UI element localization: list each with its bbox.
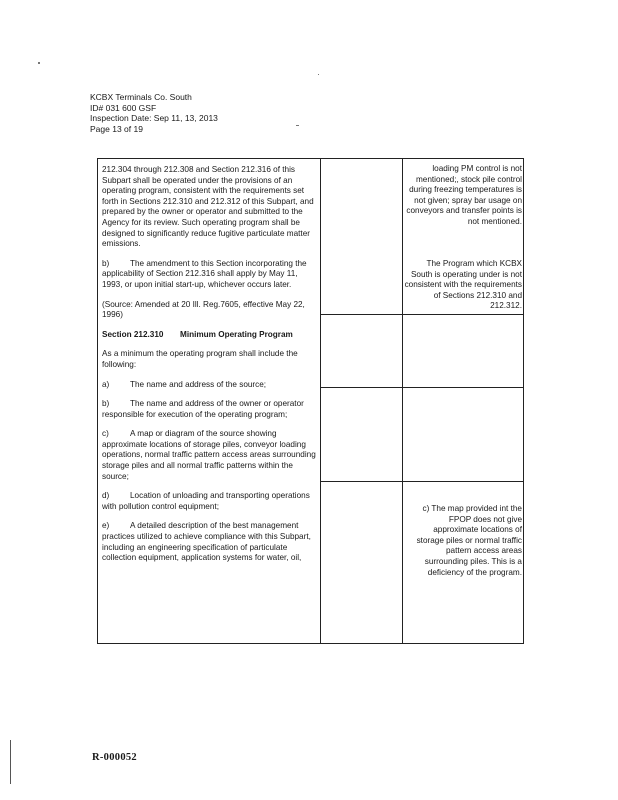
- item-label: d): [102, 491, 110, 501]
- item-text: The amendment to this Section incorporating the applicability of Section 212.316 shall apply by May 11, 1993, or upon initial start-up, whichever occurs later.: [102, 258, 307, 289]
- facility-id: ID# 031 600 GSF: [90, 102, 157, 113]
- inspection-date: Inspection Date: Sep 11, 13, 2013: [90, 113, 218, 123]
- item-label: b): [102, 258, 110, 268]
- facility-name: KCBX Terminals Co. South: [90, 92, 192, 102]
- regulation-paragraph: 212.304 through 212.308 and Section 212.316 of this Subpart shall be operated under the provisions of an operating program, consistent with the requirements set forth in Sections 212.310 and 212.312 of this Subpart, and prepared by the owner or operator and submitted to the Agency for its review. Such operating program shall be designed to significantly reduce fugitive particulate matter emissions.: [102, 165, 314, 249]
- requirement-item-a: [102, 380, 318, 391]
- item-text: The name and address of the source;: [130, 379, 267, 389]
- finding-note-2: [404, 259, 522, 312]
- requirement-item-e: [102, 521, 318, 563]
- scan-speck: [38, 62, 40, 64]
- requirement-item-c: [102, 429, 318, 482]
- finding-note-3: [404, 504, 522, 578]
- page-number: Page 13 of 19: [90, 123, 143, 134]
- item-text: Location of unloading and transporting operations with pollution control equipment;: [102, 491, 310, 511]
- scan-margin-mark: [10, 740, 11, 784]
- item-label: b): [102, 399, 110, 409]
- finding-note-1: [404, 164, 522, 228]
- finding-text: loading PM control is not mentioned;, stock pile control during freezing temperatures is not given; spray bar usage on conveyors and transfer points is not mentioned.: [406, 164, 522, 226]
- row-divider-1: [320, 314, 524, 315]
- section-title: Minimum Operating Program: [180, 329, 293, 339]
- item-text: The name and address of the owner or operator responsible for execution of the operating program;: [102, 399, 304, 419]
- item-text: A detailed description of the best management practices utilized to achieve compliance with this Subpart, including an engineering specification of particulate collection equipment, application systems for water, oil,: [102, 521, 311, 563]
- row-divider-2: [320, 387, 524, 388]
- item-text: A map or diagram of the source showing approximate locations of storage piles, conveyor loading operations, normal traffic pattern access areas surrounding storage piles and all normal traffic patterns within the source;: [102, 429, 316, 481]
- source-citation: (Source: Amended at 20 Ill. Reg.7605, effective May 22, 1996): [102, 299, 305, 320]
- bates-number: R-000052: [92, 752, 137, 763]
- section-number: Section 212.310: [102, 329, 164, 339]
- regulation-item-b: [102, 259, 318, 291]
- column-divider-1: [320, 159, 321, 643]
- document-header: [90, 92, 218, 134]
- requirement-item-b: [102, 399, 318, 420]
- requirement-item-d: [102, 491, 318, 512]
- item-label: e): [102, 521, 110, 531]
- item-label: a): [102, 379, 110, 389]
- finding-text: c) The map provided int the FPOP does not give approximate locations of storage piles or normal traffic pattern access areas surrounding piles. This is a deficiency of the program.: [416, 504, 522, 577]
- item-label: c): [102, 429, 109, 439]
- regulation-text-column: [102, 165, 318, 564]
- compliance-table: [97, 158, 524, 644]
- row-divider-3: [320, 481, 524, 482]
- scan-speck: [296, 125, 299, 126]
- finding-text: The Program which KCBX South is operating under is not consistent with the requirements of Sections 212.310 and 212.312.: [404, 259, 522, 311]
- scan-speck: [318, 74, 319, 75]
- section-intro: As a minimum the operating program shall include the following:: [102, 349, 298, 369]
- section-heading: [102, 330, 318, 341]
- column-divider-2: [402, 159, 403, 643]
